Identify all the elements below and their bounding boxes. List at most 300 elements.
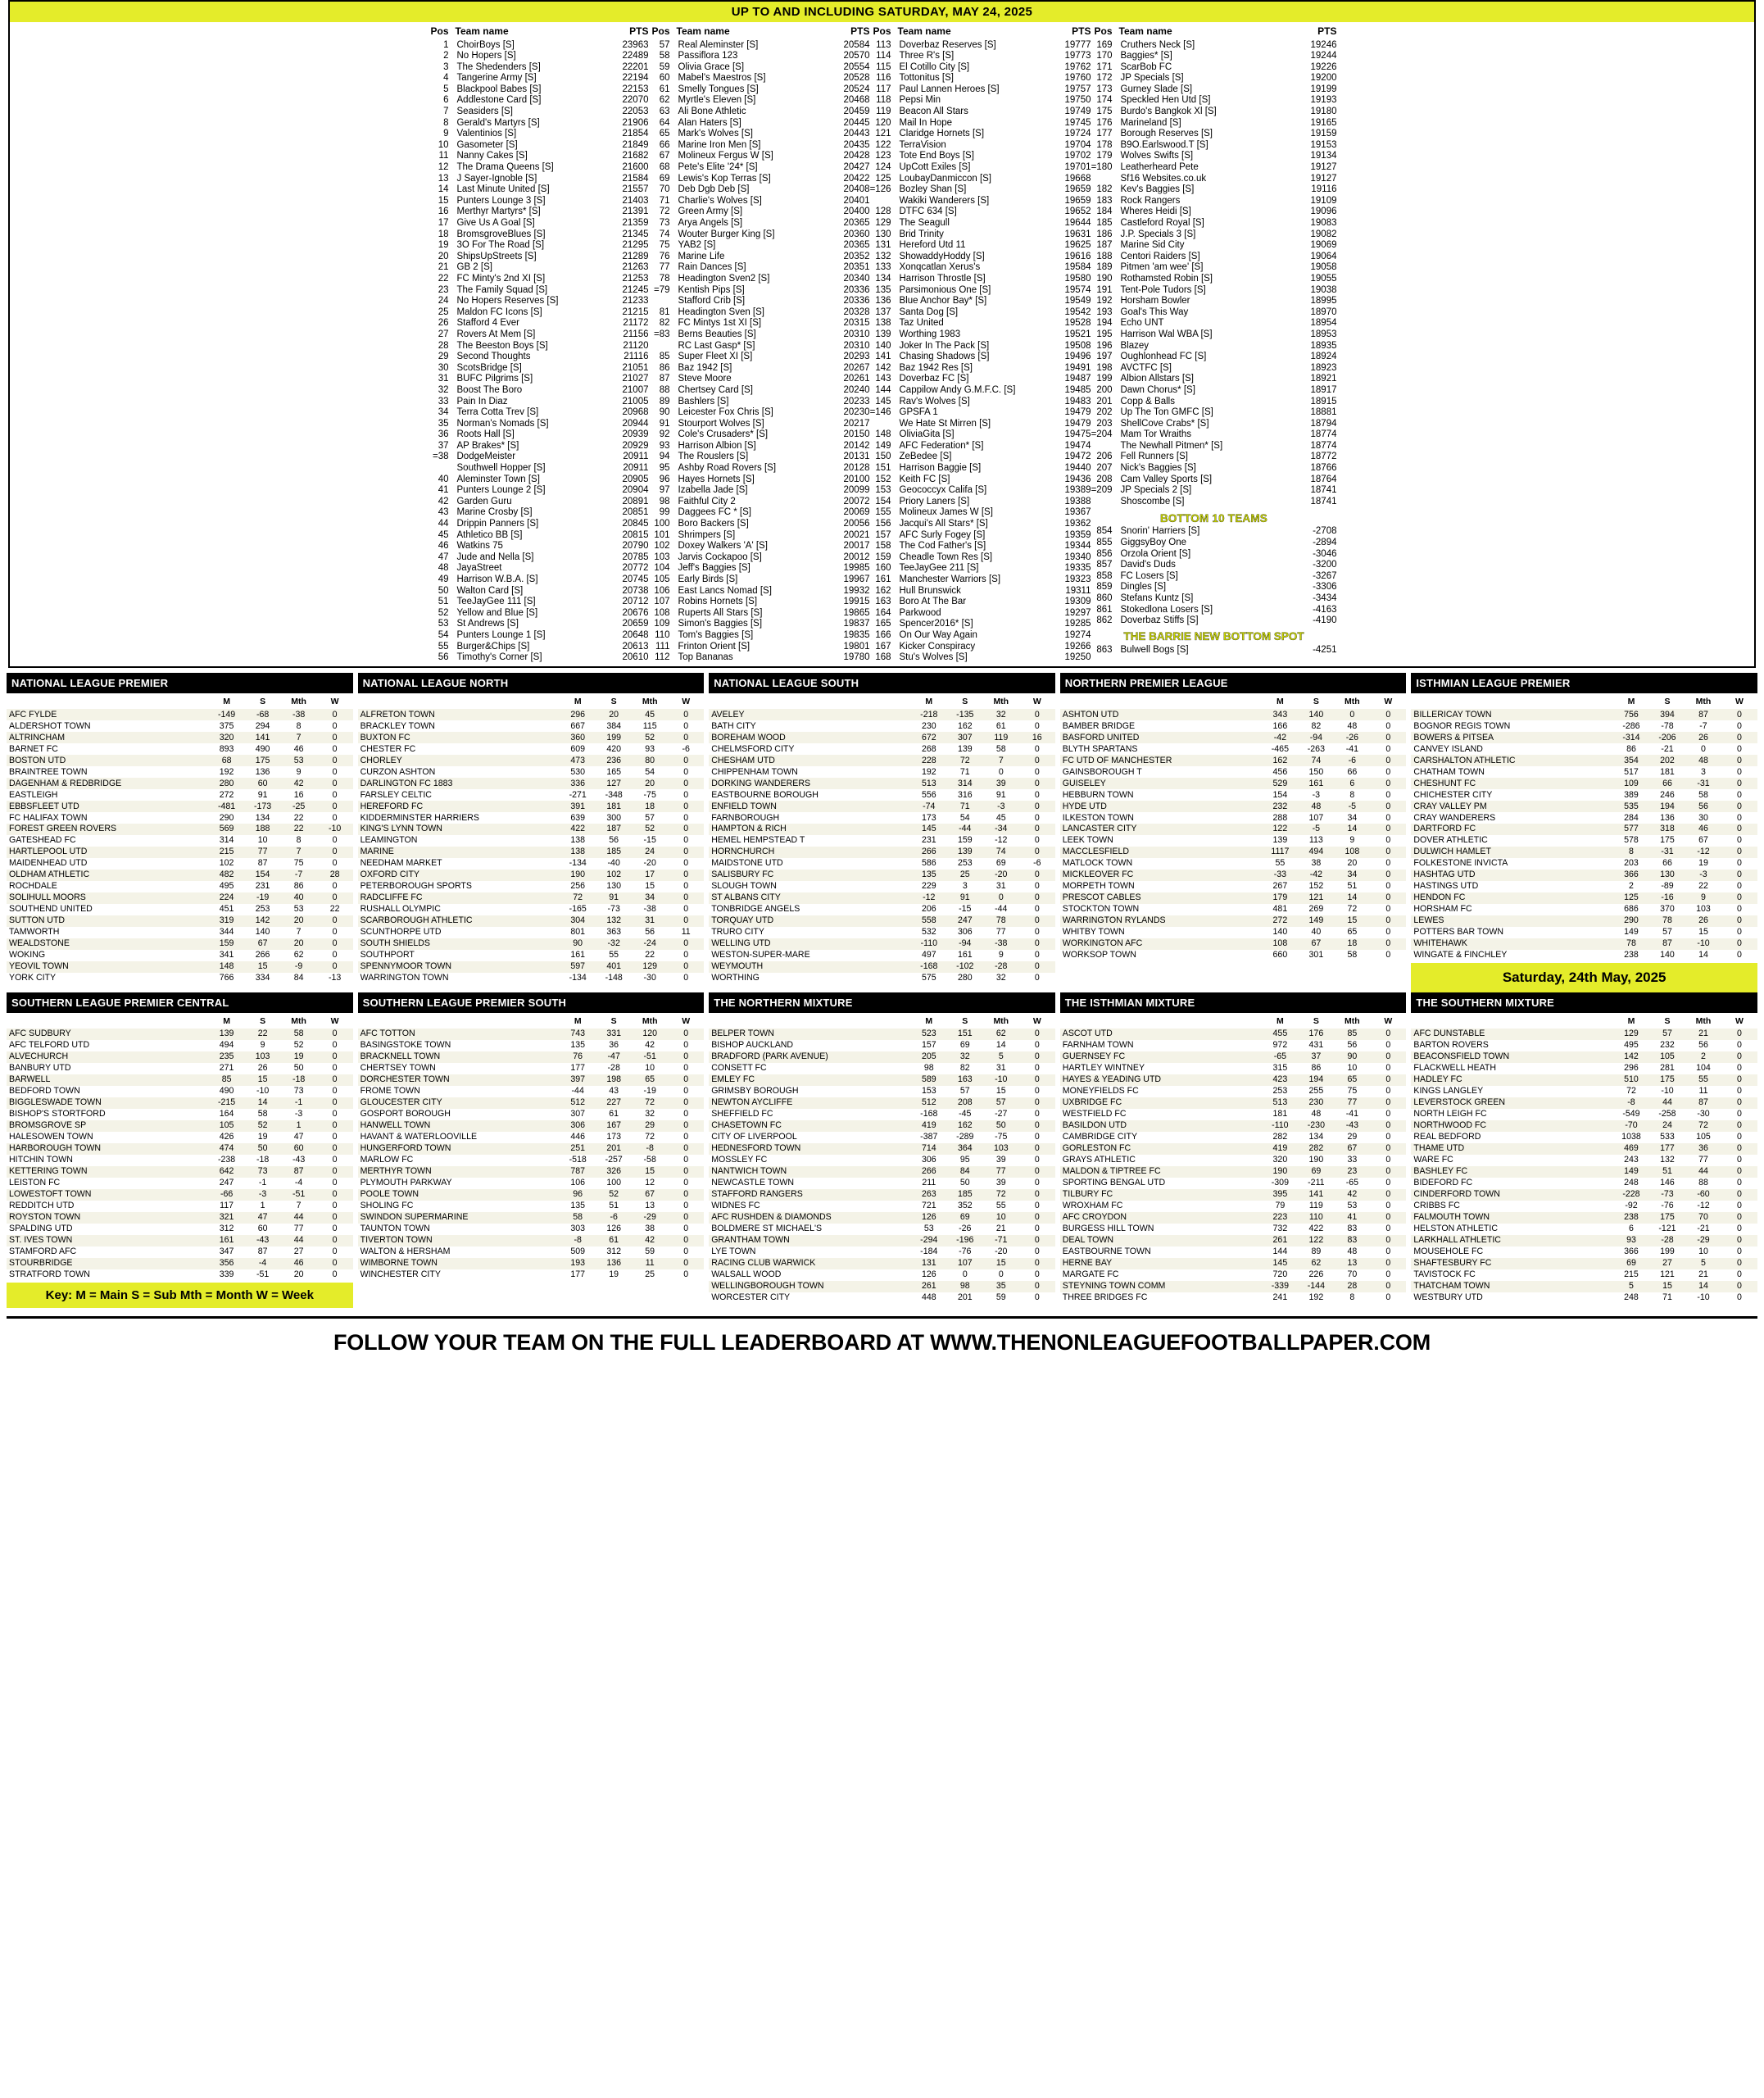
row-position: 859 (1096, 582, 1113, 593)
value-sub: 127 (596, 778, 632, 789)
value-main: 145 (1262, 1258, 1298, 1269)
row-position: 52 (438, 607, 449, 618)
value-week: 0 (317, 1074, 353, 1086)
row-position: 107 (654, 597, 670, 607)
value-sub: -196 (947, 1235, 983, 1247)
row-team-name: Leatherheard Pete (1120, 162, 1199, 173)
row-team-name: Athletico BB [S] (456, 529, 523, 540)
value-week: 0 (317, 847, 353, 858)
th-s: S (245, 693, 281, 709)
row-position: 88 (659, 384, 670, 395)
th-team (709, 1013, 911, 1029)
row-position: 188 (1096, 251, 1113, 261)
league-grid (7, 673, 1757, 1307)
row-team-name: AFC Surly Fogey [S] (899, 529, 986, 540)
row-position: 202 (1096, 407, 1113, 418)
value-month: -43 (281, 1155, 317, 1166)
row-position (870, 418, 898, 429)
row-position: 63 (659, 107, 670, 117)
value-sub: 370 (1649, 904, 1685, 915)
value-week: 0 (668, 1074, 704, 1086)
row-points: 19064 (1310, 251, 1337, 261)
leaderboard-row (1091, 151, 1337, 162)
row-team-name: OliviaGita [S] (899, 429, 955, 440)
value-week: 0 (668, 881, 704, 892)
table-row (1060, 801, 1407, 812)
leaderboard-row (870, 374, 1091, 385)
row-points: 19485 (1064, 384, 1091, 395)
table-northern-mixture (709, 1013, 1055, 1304)
row-team-name: Harrison Throstle [S] (899, 273, 986, 284)
row-team-name: Harrison W.B.A. [S] (456, 574, 538, 584)
value-month: -51 (632, 1051, 668, 1063)
table-row (358, 720, 705, 732)
table-row (358, 755, 705, 766)
value-sub: -16 (1649, 892, 1685, 904)
row-points: 20293 (843, 352, 870, 362)
row-position: 161 (875, 574, 891, 584)
row-points: 19244 (1310, 51, 1337, 61)
row-position: 49 (438, 574, 449, 584)
leaderboard-row (649, 485, 870, 497)
table-row (1060, 812, 1407, 824)
row-points: 20905 (622, 474, 649, 484)
value-week: 0 (317, 835, 353, 847)
value-week: 0 (1721, 1109, 1757, 1120)
leaderboard-row (870, 474, 1091, 485)
value-week: 0 (1370, 1292, 1406, 1304)
row-points: 20939 (622, 429, 649, 440)
value-month: 65 (632, 1074, 668, 1086)
value-week: 0 (317, 1247, 353, 1258)
value-week: 0 (1019, 1269, 1055, 1281)
table-row (7, 1212, 353, 1224)
row-position: 85 (659, 352, 670, 362)
leaderboard-row (649, 552, 870, 563)
table-row (709, 1201, 1055, 1212)
value-main: 164 (209, 1109, 245, 1120)
value-month: -34 (983, 824, 1019, 835)
value-sub: 87 (245, 858, 281, 870)
club-name: DARTFORD FC (1411, 824, 1613, 835)
value-week: 0 (1721, 755, 1757, 766)
row-team-name: Tent-Pole Tudors [S] (1120, 284, 1206, 295)
row-team-name: Horsham Bowler (1120, 296, 1190, 307)
th-team (358, 693, 560, 709)
th-m: M (209, 693, 245, 709)
value-sub: 24 (1649, 1120, 1685, 1132)
row-team-name: We Hate St Mirren [S] (899, 418, 991, 429)
row-team-name: Smelly Tongues [S] (678, 84, 759, 94)
block-national-league-premier (7, 673, 353, 992)
row-position (428, 463, 456, 475)
row-points: 18953 (1310, 329, 1337, 339)
table-row (1060, 1074, 1407, 1086)
value-week: 0 (317, 1224, 353, 1235)
value-main: -33 (1262, 870, 1298, 881)
club-name: BATH CITY (709, 720, 911, 732)
row-team-name: Borough Reserves [S] (1120, 129, 1213, 139)
club-name: WELLING UTD (709, 938, 911, 950)
row-team-name: The Cod Father's [S] (899, 541, 986, 552)
leaderboard-row (428, 629, 649, 641)
leaderboard-row (428, 162, 649, 174)
row-team-name: Baz 1942 Res [S] (899, 362, 973, 373)
row-points: 20340 (843, 273, 870, 284)
row-team-name: The Drama Queens [S] (456, 162, 554, 173)
table-row (709, 1132, 1055, 1143)
value-month: 16 (281, 789, 317, 801)
row-points: 23963 (622, 39, 649, 50)
value-sub: 307 (947, 732, 983, 743)
row-points: 20100 (843, 474, 870, 484)
value-week: 0 (1370, 755, 1406, 766)
row-points: 20310 (843, 340, 870, 351)
row-team-name: Cole's Crusaders* [S] (678, 429, 769, 440)
value-sub: 91 (245, 789, 281, 801)
col-header-pos: Pos (430, 25, 449, 37)
table-row (7, 835, 353, 847)
row-position: 67 (659, 151, 670, 161)
value-month: 58 (281, 1029, 317, 1040)
value-week: 0 (1019, 1040, 1055, 1051)
value-sub: 71 (947, 801, 983, 812)
leaderboard-row (428, 485, 649, 497)
row-team-name: Doverbaz FC [S] (899, 374, 969, 384)
value-main: 206 (911, 904, 947, 915)
value-main: 455 (1262, 1029, 1298, 1040)
row-position: 56 (438, 652, 449, 663)
value-main: 131 (911, 1258, 947, 1269)
table-row (1060, 1201, 1407, 1212)
row-points: 19440 (1064, 463, 1091, 474)
club-name: SUTTON UTD (7, 915, 209, 927)
leaderboard-row (649, 307, 870, 318)
club-name: WORKINGTON AFC (1060, 938, 1263, 950)
leaderboard-row (428, 84, 649, 95)
leaderboard-row (1091, 384, 1337, 396)
value-month: -10 (983, 1074, 1019, 1086)
table-row (1060, 709, 1407, 720)
row-team-name: Taz United (899, 318, 944, 329)
th-team (7, 693, 209, 709)
row-points: 20336 (843, 296, 870, 307)
value-sub: -206 (1649, 732, 1685, 743)
value-week: 0 (668, 755, 704, 766)
leaderboard-row (428, 195, 649, 207)
table-row (7, 1120, 353, 1132)
value-main: 68 (209, 755, 245, 766)
value-month: -25 (281, 801, 317, 812)
value-month: 17 (632, 870, 668, 881)
value-week: 0 (1019, 1166, 1055, 1178)
row-team-name: Wouter Burger King [S] (678, 229, 775, 239)
value-main: 135 (560, 1201, 596, 1212)
value-month: 129 (632, 961, 668, 973)
value-month: 10 (632, 1063, 668, 1074)
leaderboard-row (1091, 240, 1337, 252)
value-month: 77 (983, 1166, 1019, 1178)
value-week: 0 (668, 1040, 704, 1051)
value-week: 0 (317, 1269, 353, 1281)
value-main: -42 (1262, 732, 1298, 743)
row-position: 206 (1096, 452, 1113, 462)
value-sub: 394 (1649, 709, 1685, 720)
row-points: 20128 (843, 463, 870, 474)
club-name: HARTLEY WINTNEY (1060, 1063, 1263, 1074)
value-month: 44 (1685, 1166, 1721, 1178)
table-row (358, 1258, 705, 1269)
row-points: 19038 (1310, 284, 1337, 295)
table-row (7, 927, 353, 938)
value-sub: 130 (596, 881, 632, 892)
value-sub: 26 (245, 1063, 281, 1074)
table-row (358, 766, 705, 778)
value-sub: 163 (947, 1074, 983, 1086)
row-points: 19134 (1310, 151, 1337, 161)
value-main: 238 (1613, 950, 1649, 961)
value-month: 10 (983, 1212, 1019, 1224)
value-main: 248 (1613, 1178, 1649, 1189)
value-week: 0 (668, 1235, 704, 1247)
row-position: 140 (875, 340, 891, 351)
table-row (1411, 1189, 1757, 1201)
row-team-name: The Beeston Boys [S] (456, 340, 548, 351)
club-name: HERNE BAY (1060, 1258, 1263, 1269)
value-main: 721 (911, 1201, 947, 1212)
value-month: 32 (632, 1109, 668, 1120)
table-row (358, 1063, 705, 1074)
value-main: 354 (1613, 755, 1649, 766)
value-sub: 134 (1298, 1132, 1334, 1143)
table-row (1060, 732, 1407, 743)
leaderboard-row (428, 418, 649, 429)
value-week: 0 (317, 950, 353, 961)
row-team-name: ScarBob FC (1120, 61, 1172, 72)
value-sub: 66 (1649, 778, 1685, 789)
row-position: 62 (659, 95, 670, 106)
club-name: STOCKTON TOWN (1060, 904, 1263, 915)
value-month: -20 (983, 870, 1019, 881)
row-points: 22070 (622, 95, 649, 106)
th-s: S (245, 1013, 281, 1029)
table-row (358, 1235, 705, 1247)
value-sub: 62 (1298, 1258, 1334, 1269)
leaderboard-row (649, 607, 870, 619)
value-week: 0 (668, 1120, 704, 1132)
row-team-name: Santa Dog [S] (899, 307, 959, 317)
value-main: 161 (560, 950, 596, 961)
club-name: WORKSOP TOWN (1060, 950, 1263, 961)
table-row (1060, 824, 1407, 835)
table-row (1411, 732, 1757, 743)
th-s: S (596, 693, 632, 709)
row-points: 19865 (843, 607, 870, 618)
row-points: 19479 (1064, 407, 1091, 418)
value-sub: 422 (1298, 1224, 1334, 1235)
leaderboard-row (870, 541, 1091, 552)
leaderboard-row (870, 95, 1091, 107)
row-position: 37 (438, 440, 449, 451)
value-week: 0 (1370, 835, 1406, 847)
value-month: 10 (1334, 1063, 1370, 1074)
value-main: 495 (1613, 1040, 1649, 1051)
leaderboard-row (428, 541, 649, 552)
row-points: -3046 (1313, 548, 1337, 559)
value-sub: 25 (947, 870, 983, 881)
leaderboard-row (428, 585, 649, 597)
leaderboard-row (649, 184, 870, 196)
value-sub: 202 (1649, 755, 1685, 766)
value-sub: -258 (1649, 1109, 1685, 1120)
row-team-name: Tangerine Army [S] (456, 73, 537, 84)
club-name: WHITEHAWK (1411, 938, 1613, 950)
value-sub: 136 (596, 1258, 632, 1269)
table-row (7, 1201, 353, 1212)
row-position: 208 (1096, 474, 1113, 484)
value-sub: 208 (947, 1097, 983, 1109)
value-week: 0 (1019, 1189, 1055, 1201)
club-name: CHESHUNT FC (1411, 778, 1613, 789)
leaderboard-row (1091, 318, 1337, 329)
value-month: -43 (1334, 1120, 1370, 1132)
value-week: 0 (1721, 1201, 1757, 1212)
value-week: 0 (1019, 1086, 1055, 1097)
value-main: 509 (560, 1247, 596, 1258)
value-main: 125 (1613, 892, 1649, 904)
row-points: 18764 (1310, 474, 1337, 484)
table-row (1411, 1281, 1757, 1292)
value-main: 166 (1262, 720, 1298, 732)
leaderboard-row (1091, 218, 1337, 229)
row-position: 103 (654, 552, 670, 562)
value-month: 0 (1685, 743, 1721, 755)
club-name: LEWES (1411, 915, 1613, 927)
block-title: NATIONAL LEAGUE PREMIER (7, 673, 353, 693)
row-team-name: Green Army [S] (678, 207, 743, 217)
value-main: 801 (560, 927, 596, 938)
value-sub: -76 (947, 1247, 983, 1258)
value-sub: 67 (1298, 938, 1334, 950)
value-month: 61 (983, 720, 1019, 732)
club-name: MARGATE FC (1060, 1269, 1263, 1281)
leaderboard-row (1091, 329, 1337, 340)
club-name: HAVANT & WATERLOOVILLE (358, 1132, 560, 1143)
value-month: 72 (632, 1132, 668, 1143)
value-month: 56 (1685, 1040, 1721, 1051)
table-row (1060, 938, 1407, 950)
club-name: ASCOT UTD (1060, 1029, 1263, 1040)
club-name: MAIDENHEAD UTD (7, 858, 209, 870)
value-sub: 15 (1649, 1281, 1685, 1292)
club-name: DOVER ATHLETIC (1411, 835, 1613, 847)
row-team-name: Cheadle Town Res [S] (899, 552, 993, 562)
value-month: -29 (1685, 1235, 1721, 1247)
block-title: NATIONAL LEAGUE NORTH (358, 673, 705, 693)
value-month: 22 (1685, 881, 1721, 892)
leaderboard-column-2 (649, 25, 870, 663)
club-name: HENDON FC (1411, 892, 1613, 904)
value-sub: 0 (947, 1269, 983, 1281)
table-row (7, 755, 353, 766)
row-position: 139 (875, 329, 891, 339)
leaderboard-row (428, 251, 649, 262)
value-main: 569 (209, 824, 245, 835)
leaderboard-row (870, 362, 1091, 374)
row-team-name: Last Minute United [S] (456, 184, 550, 195)
value-main: 248 (1613, 1292, 1649, 1304)
row-team-name: Copp & Balls (1120, 396, 1175, 406)
value-week: 0 (1019, 1132, 1055, 1143)
leaderboard-row (870, 173, 1091, 184)
table-row (7, 778, 353, 789)
leaderboard-row (1091, 440, 1337, 452)
club-name: TIVERTON TOWN (358, 1235, 560, 1247)
value-sub: 282 (1298, 1143, 1334, 1155)
value-main: 296 (1613, 1063, 1649, 1074)
leaderboard-row (870, 507, 1091, 519)
block-title: SOUTHERN LEAGUE PREMIER SOUTH (358, 992, 705, 1013)
club-name: MARLOW FC (358, 1155, 560, 1166)
value-week: 0 (1721, 778, 1757, 789)
row-points: 21245 (622, 284, 649, 295)
row-points: 19436 (1064, 474, 1091, 484)
value-main: 138 (560, 835, 596, 847)
row-points: 19915 (843, 597, 870, 607)
row-points: 20851 (622, 507, 649, 518)
club-name: FC HALIFAX TOWN (7, 812, 209, 824)
value-week: 0 (1019, 766, 1055, 778)
row-points: 20911 (623, 463, 649, 474)
row-team-name: Mail In Hope (899, 117, 953, 128)
value-sub: -148 (596, 973, 632, 984)
value-month: 36 (1685, 1143, 1721, 1155)
value-month: 62 (281, 950, 317, 961)
row-position: 160 (875, 563, 891, 574)
value-month: 7 (281, 847, 317, 858)
row-position: 94 (659, 452, 670, 462)
value-main: 512 (911, 1097, 947, 1109)
leaderboard-row (1091, 262, 1337, 274)
leaderboard-row (1091, 362, 1337, 374)
row-points: 20217 (843, 418, 870, 429)
value-main: 280 (209, 778, 245, 789)
club-name: REAL BEDFORD (1411, 1132, 1613, 1143)
value-sub: 74 (1298, 755, 1334, 766)
leaderboard-row (649, 262, 870, 274)
club-name: WESTBURY UTD (1411, 1292, 1613, 1304)
value-week: 0 (668, 835, 704, 847)
club-name: CRIBBS FC (1411, 1201, 1613, 1212)
leaderboard-row (870, 496, 1091, 507)
row-position: 120 (875, 117, 891, 128)
leaderboard-row (870, 61, 1091, 73)
row-points: 20929 (622, 440, 649, 451)
club-name: FOREST GREEN ROVERS (7, 824, 209, 835)
table-row (1411, 778, 1757, 789)
row-points: 20911 (623, 452, 649, 462)
row-position: 194 (1096, 318, 1113, 329)
leaderboard-row (870, 129, 1091, 140)
value-sub: 230 (1298, 1097, 1334, 1109)
row-team-name: JayaStreet (456, 563, 502, 574)
row-points: 20528 (843, 73, 870, 84)
value-week: 22 (317, 904, 353, 915)
value-month: 47 (281, 1132, 317, 1143)
club-name: BEDFORD TOWN (7, 1086, 209, 1097)
row-team-name: Steve Moore (678, 374, 732, 384)
row-points: 21005 (622, 396, 649, 406)
